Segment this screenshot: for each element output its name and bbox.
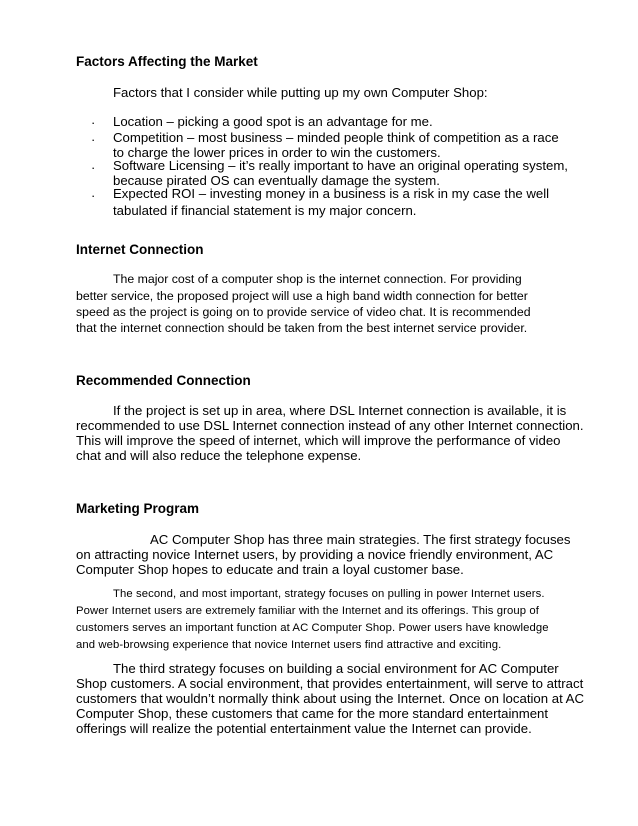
heading-marketing-program: Marketing Program xyxy=(76,501,200,516)
internet-line2: better service, the proposed project will use a high band width connection for better xyxy=(76,289,528,303)
marketing-p1-line3: Computer Shop hopes to educate and train a loyal customer base. xyxy=(76,562,464,577)
heading-internet-connection: Internet Connection xyxy=(76,242,204,257)
bullet-roi-line2: tabulated if financial statement is my major concern. xyxy=(113,203,417,218)
marketing-p2-line1: The second, and most important, strategy focuses on pulling in power Internet users. xyxy=(113,588,545,600)
marketing-p2-line2: Power Internet users are extremely familiar with the Internet and its offerings. This group of xyxy=(76,605,539,617)
heading-factors: Factors Affecting the Market xyxy=(76,54,258,69)
internet-line1: The major cost of a computer shop is the internet connection. For providing xyxy=(113,272,522,286)
internet-line4: that the internet connection should be taken from the best internet service provider. xyxy=(76,321,528,335)
bullet-competition-line2: to charge the lower prices in order to win the customers. xyxy=(113,145,441,160)
bullet-dot: · xyxy=(91,115,96,130)
bullet-location: Location – picking a good spot is an advantage for me. xyxy=(113,114,433,129)
recommended-line3: This will improve the speed of internet, which will improve the performance of video xyxy=(76,433,561,448)
bullet-dot: · xyxy=(91,160,96,175)
bullet-dot: · xyxy=(91,132,96,147)
bullet-roi-line1: Expected ROI – investing money in a business is a risk in my case the well xyxy=(113,186,550,201)
heading-recommended-connection: Recommended Connection xyxy=(76,373,251,388)
marketing-p3-line3: customers that wouldn’t normally think about using the Internet. Once on location at AC xyxy=(76,691,585,706)
marketing-p3-line5: offerings will realize the potential entertainment value the Internet can provide. xyxy=(76,721,532,736)
marketing-p3-line1: The third strategy focuses on building a social environment for AC Computer xyxy=(113,661,559,676)
marketing-p1-line2: on attracting novice Internet users, by providing a novice friendly environment, AC xyxy=(76,547,554,562)
bullet-competition-line1: Competition – most business – minded people think of competition as a race xyxy=(113,130,559,145)
marketing-p2-line3: customers serves an important function at AC Computer Shop. Power users have knowledge xyxy=(76,622,549,634)
recommended-line4: chat and will also reduce the telephone expense. xyxy=(76,448,362,463)
marketing-p3-line2: Shop customers. A social environment, that provides entertainment, will serve to attract xyxy=(76,676,584,691)
bullet-licensing-line2: because pirated OS can eventually damage the system. xyxy=(113,173,440,188)
marketing-p1-line1: AC Computer Shop has three main strategies. The first strategy focuses xyxy=(150,532,571,547)
recommended-line1: If the project is set up in area, where DSL Internet connection is available, it is xyxy=(113,403,567,418)
internet-line3: speed as the project is going on to provide service of video chat. It is recommended xyxy=(76,305,531,319)
factors-intro: Factors that I consider while putting up my own Computer Shop: xyxy=(113,85,488,100)
bullet-dot: · xyxy=(91,188,96,203)
recommended-line2: recommended to use DSL Internet connection instead of any other Internet connection. xyxy=(76,418,584,433)
marketing-p3-line4: Computer Shop, these customers that came for the more standard entertainment xyxy=(76,706,549,721)
marketing-p2-line4: and web-browsing experience that novice Internet users find attractive and exciting. xyxy=(76,639,502,651)
bullet-licensing-line1: Software Licensing – it’s really important to have an original operating system, xyxy=(113,158,568,173)
